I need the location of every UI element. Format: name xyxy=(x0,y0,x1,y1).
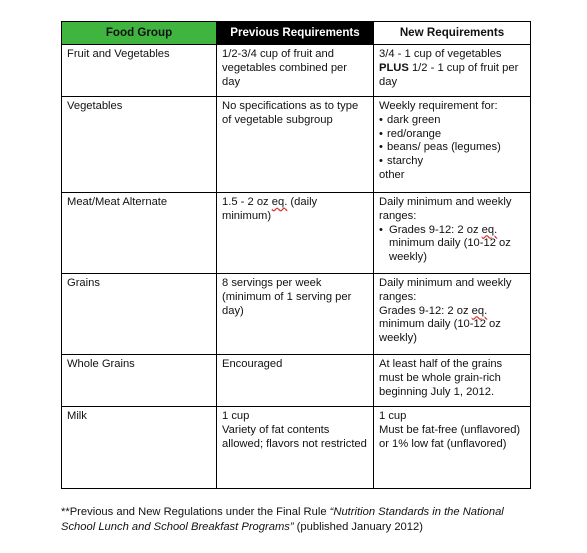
footnote-italic-title: “Nutrition Standards in the National School Lunch and School Breakfast Programs” xyxy=(61,506,504,533)
cell-text: other xyxy=(379,168,405,181)
header-new-requirements: New Requirements xyxy=(374,22,531,45)
grade-list xyxy=(379,224,525,265)
table-header-row xyxy=(62,22,531,45)
table-row xyxy=(62,193,531,274)
footnote xyxy=(61,505,541,535)
cell-food-group: Grains xyxy=(62,274,217,355)
cell-food-group: Whole Grains xyxy=(62,355,217,407)
cell-text: Daily minimum and weekly ranges: xyxy=(379,277,512,303)
cell-text: minimum daily (10-12 oz weekly) xyxy=(389,237,511,264)
cell-new: At least half of the grains must be whole grain-rich beginning July 1, 2012. xyxy=(374,355,531,407)
cell-text: (daily minimum) xyxy=(222,196,318,222)
list-item: • red/orange xyxy=(379,128,525,142)
cell-text: minimum daily (10-12 oz weekly) xyxy=(379,318,501,345)
cell-new xyxy=(374,97,531,193)
cell-text: Weekly requirement for: xyxy=(379,100,498,112)
table-row xyxy=(62,97,531,193)
list-item: • dark green xyxy=(379,114,525,128)
cell-text: 1/2 - 1 cup of fruit per day xyxy=(379,61,519,88)
cell-food-group: Fruit and Vegetables xyxy=(62,45,217,97)
header-previous-requirements: Previous Requirements xyxy=(217,22,374,45)
subgroup-list xyxy=(379,114,525,169)
footnote-text: (published January 2012) xyxy=(293,521,423,533)
list-item: • beans/ peas (legumes) xyxy=(379,141,525,155)
list-item: • starchy xyxy=(379,155,525,169)
cell-bold-text: PLUS xyxy=(379,61,409,74)
cell-underlined-text: eq. xyxy=(471,304,488,317)
cell-food-group: Vegetables xyxy=(62,97,217,193)
header-food-group: Food Group xyxy=(62,22,217,45)
cell-text: Must be fat-free (unflavored) or 1% low fat (unflavored) xyxy=(379,423,521,450)
cell-text: Variety of fat contents allowed; flavors not restricted xyxy=(222,423,367,450)
cell-underlined-text: eq. xyxy=(481,223,498,236)
cell-food-group: Meat/Meat Alternate xyxy=(62,193,217,274)
cell-previous: Encouraged xyxy=(217,355,374,407)
requirements-table xyxy=(61,21,531,489)
cell-new xyxy=(374,407,531,489)
cell-text: 3/4 - 1 cup of vegetables xyxy=(379,48,502,60)
cell-text: Grades 9-12: 2 oz xyxy=(379,304,469,317)
cell-underlined-text: eq. xyxy=(271,196,288,208)
table-row xyxy=(62,274,531,355)
cell-previous xyxy=(217,407,374,489)
cell-previous: 1/2-3/4 cup of fruit and vegetables combined per day xyxy=(217,45,374,97)
table-row xyxy=(62,407,531,489)
cell-new xyxy=(374,193,531,274)
table-row xyxy=(62,45,531,97)
cell-text: Grades 9-12: 2 oz xyxy=(389,223,479,236)
table-row xyxy=(62,355,531,407)
cell-food-group: Milk xyxy=(62,407,217,489)
cell-text: 1 cup xyxy=(379,410,407,422)
cell-new xyxy=(374,274,531,355)
cell-text: Daily minimum and weekly ranges: xyxy=(379,196,512,222)
cell-text: 1 cup xyxy=(222,410,250,422)
cell-new xyxy=(374,45,531,97)
footnote-text: **Previous and New Regulations under the Final Rule xyxy=(61,506,330,518)
cell-previous: No specifications as to type of vegetable subgroup xyxy=(217,97,374,193)
cell-previous xyxy=(217,193,374,274)
cell-previous: 8 servings per week (minimum of 1 serving per day) xyxy=(217,274,374,355)
list-item xyxy=(379,224,525,265)
cell-text: 1.5 - 2 oz xyxy=(222,196,269,208)
